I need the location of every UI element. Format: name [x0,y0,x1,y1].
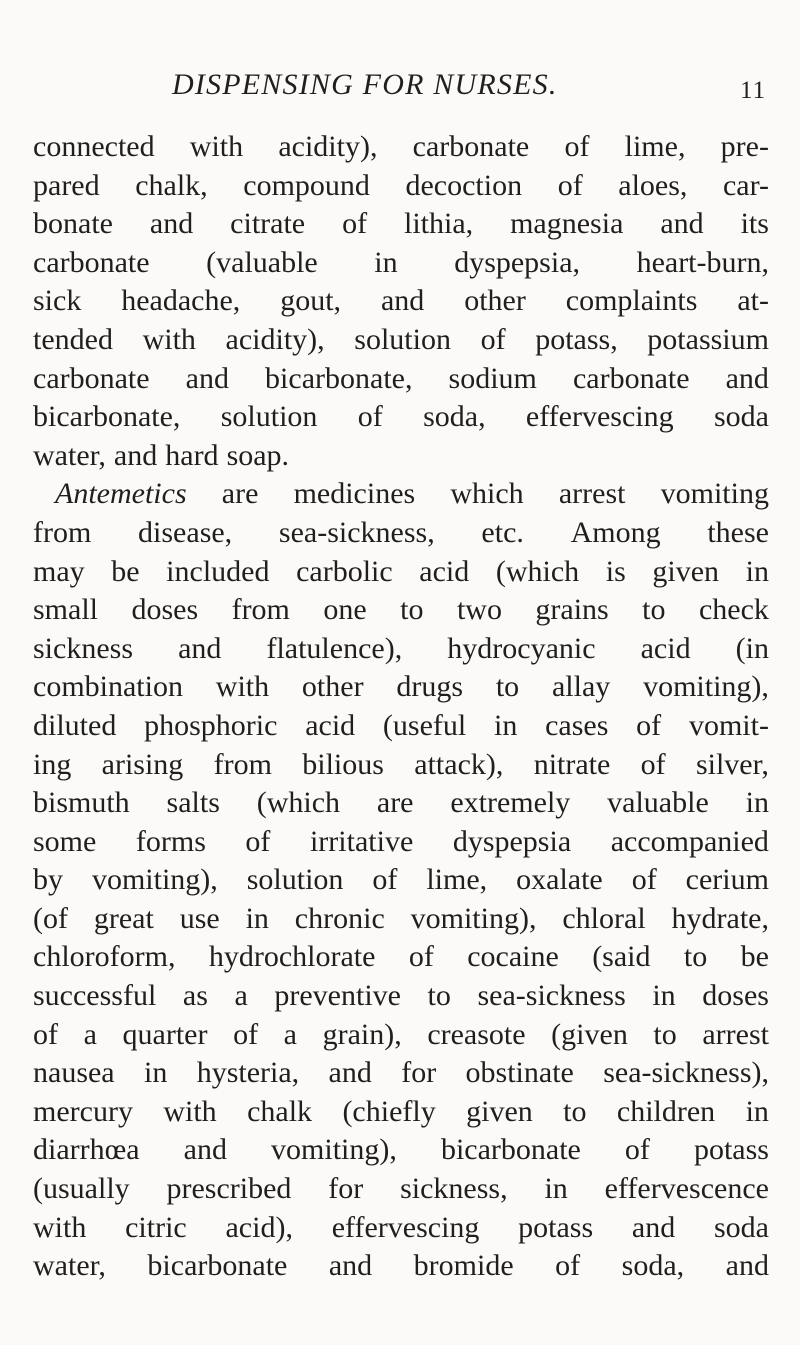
word: combination [33,670,183,704]
word: in [745,554,769,588]
word: from [33,515,92,549]
text-line [33,1209,769,1248]
word: forms [135,824,206,858]
italic-term: Antemetics [55,477,187,511]
word: and [725,1249,769,1283]
word: soap. [226,438,290,472]
text-line [33,1247,769,1286]
word: potass, [535,322,618,356]
word: of [233,1017,259,1051]
word: (usually [33,1172,130,1206]
word: small [33,593,98,627]
word: carbonate [33,361,150,395]
word: may [33,554,85,588]
page-number: 11 [740,77,767,104]
word: water, [33,438,106,472]
word: lime, [426,863,488,897]
word: and [725,361,769,395]
word: dyspepsia, [454,245,581,279]
word: two [456,593,502,627]
word: doses [702,979,769,1013]
word: phosphoric [144,708,278,742]
text-line [33,475,769,514]
word: with [163,1094,217,1128]
word: its [740,207,769,241]
word: bismuth [33,786,130,820]
word: and [178,631,222,665]
word: vomiting [660,477,769,511]
word: vomiting), [643,670,769,704]
word: of [372,863,398,897]
text-line [33,282,769,321]
word: pared [33,168,100,202]
word: complaints [565,284,698,318]
word: salts [166,786,220,820]
word: of [357,400,383,434]
word: grain), [322,1017,402,1051]
word: (chiefly [342,1094,436,1128]
word: diluted [33,708,117,742]
word: is [605,554,626,588]
word: bromide [413,1249,514,1283]
text-line [33,1131,769,1170]
word: chronic [294,901,385,935]
word: sea-sickness), [603,1056,769,1090]
word: and [660,207,704,241]
word: bonate [33,207,113,241]
word: and [380,284,425,318]
word: be [740,940,769,974]
word: compound [243,168,370,202]
word: with [142,322,196,356]
word: heart-burn, [636,245,769,279]
word: (said [592,940,651,974]
word: etc. [481,515,524,549]
word: to [427,979,451,1013]
word: (which [495,554,580,588]
word: successful [33,979,157,1013]
word: other [301,670,364,704]
word: hydrate, [671,901,769,935]
word: nitrate [533,747,611,781]
word: and [113,438,158,472]
word: to [495,670,520,704]
word: are [221,477,259,511]
word: in [374,245,398,279]
text-line [33,591,769,630]
word: arrest [558,477,626,511]
text-line [33,321,769,360]
word: sickness [33,631,133,665]
word: hard [165,438,219,472]
word: disease, [138,515,233,549]
word: given [652,554,720,588]
word: sick [33,284,82,318]
word: hydrocyanic [447,631,596,665]
word: one [323,593,367,627]
word: of [640,747,666,781]
word: in [245,901,269,935]
word: hydrochlorate [208,940,376,974]
word: and [328,1056,372,1090]
word: and [149,207,194,241]
word: and [183,1133,227,1167]
word: carbonate [33,245,150,279]
word: as [182,979,208,1013]
word: sodium [448,361,537,395]
text-line [33,707,769,746]
word: children [616,1094,716,1128]
word: to [642,593,666,627]
word: magnesia [510,207,624,241]
text-line [33,977,769,1016]
word: in [494,708,518,742]
word: potassium [647,322,769,356]
word: other [464,284,526,318]
word: solution [220,400,318,434]
word: (given [551,1017,628,1051]
word: carbolic [296,554,393,588]
word: silver, [695,747,769,781]
word: arrest [702,1017,769,1051]
text-line [33,553,769,592]
word: of [408,940,434,974]
word: use [179,901,220,935]
word: soda [713,400,769,434]
word: and [631,1210,676,1244]
word: gout, [280,284,342,318]
text-line [33,244,769,283]
word: Among [570,515,661,549]
word: by [33,863,63,897]
word: car- [722,168,769,202]
word: cases [545,708,609,742]
word: potass [518,1210,594,1244]
word: in [745,786,769,820]
word: of [33,1017,58,1051]
word: carbonate [412,130,530,163]
word: aloes, [618,168,688,202]
text-line [33,1016,769,1055]
word: decoction [405,168,523,202]
word: of [564,130,590,163]
text-line [33,514,769,553]
word: vomit- [688,708,769,742]
word: (valuable [206,245,318,279]
word: vomiting), [91,863,218,897]
text-line [33,398,769,437]
word: of [631,863,657,897]
word: acid [419,554,470,588]
word: chloral [562,901,646,935]
word: (in [735,631,769,665]
word: connected [33,130,155,163]
word: nausea [33,1056,115,1090]
word: headache, [121,284,241,318]
word: for [328,1172,364,1206]
word: soda, [423,400,486,434]
word: solution [354,322,451,356]
word: obstinate [465,1056,574,1090]
text-line [33,630,769,669]
word: acid [640,631,691,665]
word: with [189,130,244,163]
word: of [555,1249,581,1283]
word: potass [693,1133,769,1167]
word: sickness, [400,1172,508,1206]
text-line [33,938,769,977]
word: of [557,168,583,202]
word: acid), [225,1210,293,1244]
word: bilious [302,747,384,781]
word: cocaine [467,940,559,974]
word: from [213,747,272,781]
text-line [33,205,769,244]
word: acid [305,708,356,742]
word: effervescence [604,1172,769,1206]
word: irritative [309,824,414,858]
word: in [143,1056,168,1090]
word: citrate [230,207,306,241]
text-line [33,128,769,167]
word: bicarbonate [440,1133,581,1167]
word: to [563,1094,587,1128]
word: sea-sickness, [278,515,435,549]
word: with [33,1210,87,1244]
word: in [745,1094,769,1128]
text-line [33,900,769,939]
word: and [328,1249,373,1283]
word: with [215,670,270,704]
word: allay [551,670,611,704]
text-line [33,1093,769,1132]
word: carbonate [572,361,690,395]
word: accompanied [610,824,769,858]
word: cerium [685,863,769,897]
word: vomiting), [271,1133,397,1167]
text-line [33,1170,769,1209]
word: flatulence), [266,631,403,665]
word: chloroform, [33,940,176,974]
word: given [466,1094,533,1128]
word: quarter [122,1017,208,1051]
word: water, [33,1249,106,1283]
running-title: DISPENSING FOR NURSES. [172,68,558,101]
word: check [698,593,769,627]
text-line [33,668,769,707]
word: bicarbonate, [33,400,181,434]
word: tended [33,322,113,356]
word: of [342,207,368,241]
body-text [33,128,769,1286]
word: are [376,786,414,820]
word: preventive [274,979,401,1013]
word: (of [33,901,68,935]
word: vomiting), [410,901,537,935]
word: chalk [247,1094,313,1128]
word: a [283,1017,297,1051]
text-line [33,167,769,206]
word: extremely [450,786,571,820]
word: valuable [607,786,709,820]
word: bicarbonate [147,1249,288,1283]
word: to [653,1017,677,1051]
text-line [33,1054,769,1093]
word: be [111,554,140,588]
word: to [683,940,708,974]
word: solution [246,863,344,897]
word: these [707,515,769,549]
word: in [544,1172,568,1206]
word: prescribed [166,1172,292,1206]
word: doses [131,593,199,627]
word: for [401,1056,437,1090]
word: effervescing [525,400,674,434]
word: of [624,1133,650,1167]
word: sea-sickness [477,979,626,1013]
word: diarrhœa [33,1133,140,1167]
word: to [400,593,424,627]
word: bicarbonate, [265,361,413,395]
word: soda [713,1210,769,1244]
word: soda, [621,1249,685,1283]
text-line [33,746,769,785]
word: a [234,979,248,1013]
text-line [33,437,769,476]
text-line [33,823,769,862]
text-line [33,360,769,399]
word: grains [535,593,609,627]
word: in [652,979,676,1013]
text-line [33,784,769,823]
word: at- [737,284,769,318]
word: of [245,824,271,858]
word: some [33,824,97,858]
word: dyspepsia [452,824,572,858]
word: and [185,361,229,395]
word: from [231,593,290,627]
word: lime, [624,130,686,163]
word: of [480,322,506,356]
word: chalk, [135,168,208,202]
word: included [166,554,270,588]
word: effervescing [331,1210,480,1244]
word: (useful [382,708,467,742]
word: attack), [414,747,504,781]
word: drugs [396,670,464,704]
word: arising [101,747,184,781]
word: great [93,901,154,935]
word: which [450,477,524,511]
text-line [33,861,769,900]
word: acidity), [225,322,325,356]
word: (which [256,786,341,820]
word: acidity), [278,130,378,163]
word: medicines [293,477,416,511]
word: lithia, [404,207,474,241]
word: a [83,1017,97,1051]
word: mercury [33,1094,133,1128]
word: creasote [427,1017,526,1051]
word: ing [33,747,72,781]
word: pre- [720,130,769,163]
word: citric [125,1210,187,1244]
word: of [636,708,662,742]
word: hysteria, [196,1056,300,1090]
word: oxalate [516,863,603,897]
